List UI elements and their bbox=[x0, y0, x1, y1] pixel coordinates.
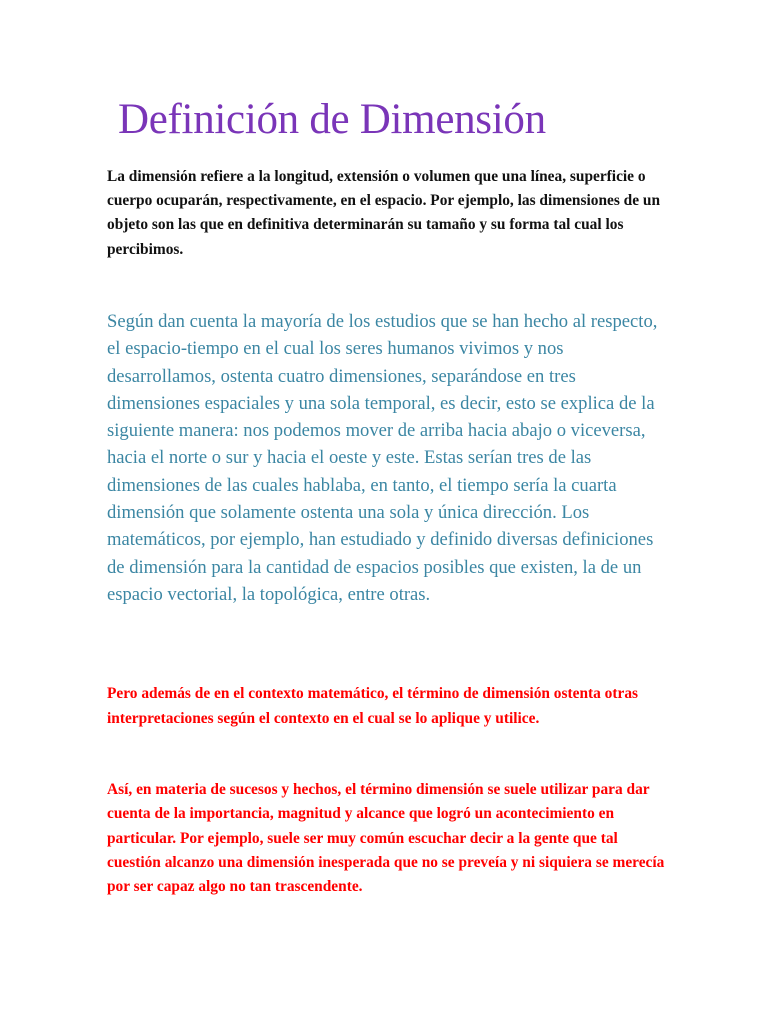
paragraph-events-usage: Así, en materia de sucesos y hechos, el término dimensión se suele utilizar para dar cuenta de la importancia, magnitud y alcance que logró un acontecimiento en particular. Por ejemplo, suele ser muy común escuchar decir a la gente que tal cuestión alcanzo una dimensión inesperada que no se preveía y ni siquiera se merecía por ser capaz algo no tan trascendente. bbox=[107, 781, 665, 896]
paragraph-other-contexts: Pero además de en el contexto matemático, el término de dimensión ostenta otras interpretaciones según el contexto en el cual se lo aplique y utilice. bbox=[107, 685, 639, 727]
paragraph-space-time: Según dan cuenta la mayoría de los estudios que se han hecho al respecto, el espacio-tiempo en el cual los seres humanos vivimos y nos desarrollamos, ostenta cuatro dimensiones, separándose en tres dimensiones espaciales y una sola temporal, es decir, esto se explica de la siguiente manera: nos podemos mover de arriba hacia abajo o viceversa, hacia el norte o sur y hacia el oeste y este. Estas serían tres de las dimensiones de las cuales hablaba, en tanto, el tiempo sería la cuarta dimensión que solamente ostenta una sola y única dirección. Los matemáticos, por ejemplo, han estudiado y definido diversas definiciones de dimensión para la cantidad de espacios posibles que existen, la de un espacio vectorial, la topológica, entre otras. bbox=[107, 311, 658, 605]
paragraph-definition: La dimensión refiere a la longitud, extensión o volumen que una línea, superficie o cuerpo ocuparán, respectivamente, en el espacio. Por ejemplo, las dimensiones de un objeto son las que en definitiva determinarán su tamaño y su forma tal cual los percibimos. bbox=[107, 168, 661, 258]
document-title: Definición de Dimensión bbox=[118, 96, 546, 143]
